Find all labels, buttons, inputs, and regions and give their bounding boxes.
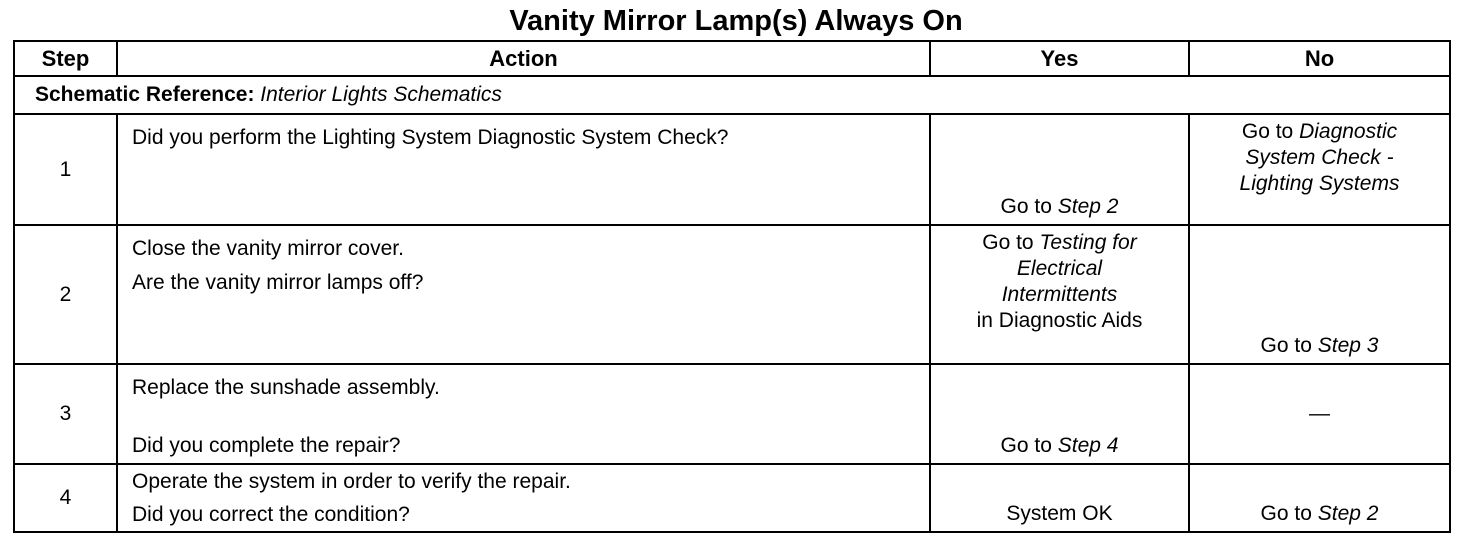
yes-cell: Go to Step 4 xyxy=(930,364,1189,464)
no-cell: Go to Diagnostic System Check - Lighting Systems xyxy=(1189,114,1450,225)
step-link[interactable]: Step 2 xyxy=(1057,195,1119,218)
table-row xyxy=(14,364,1450,464)
header-yes: Yes xyxy=(930,41,1189,76)
diagnostic-table xyxy=(13,40,1451,533)
schematic-label: Schematic Reference: xyxy=(35,83,255,106)
step-number: 2 xyxy=(14,225,117,364)
yes-cell: Go to Step 2 xyxy=(930,114,1189,225)
action-cell xyxy=(117,364,930,464)
header-step: Step xyxy=(14,41,117,76)
action-text: Did you correct the condition? xyxy=(132,503,410,526)
action-text: Did you complete the repair? xyxy=(132,434,401,457)
action-cell xyxy=(117,464,930,532)
schematic-reference xyxy=(14,76,1450,114)
step-link[interactable]: Step 4 xyxy=(1057,434,1119,457)
step-number: 4 xyxy=(14,464,117,532)
schematic-reference-row xyxy=(14,76,1450,114)
page-title: Vanity Mirror Lamp(s) Always On xyxy=(509,5,963,37)
action-text: Replace the sunshade assembly. xyxy=(132,376,440,399)
testing-link[interactable]: Testing for xyxy=(1039,231,1137,254)
table-row xyxy=(14,114,1450,225)
action-cell xyxy=(117,114,930,225)
no-cell: Go to Step 2 xyxy=(1189,464,1450,532)
diagnostic-link[interactable]: Diagnostic xyxy=(1299,120,1398,143)
action-cell xyxy=(117,225,930,364)
step-number: 3 xyxy=(14,364,117,464)
header-no: No xyxy=(1189,41,1450,76)
no-cell: — xyxy=(1189,364,1450,464)
yes-cell: System OK xyxy=(930,464,1189,532)
header-action: Action xyxy=(117,41,930,76)
table-row xyxy=(14,225,1450,364)
action-text: Close the vanity mirror cover. xyxy=(132,237,404,260)
table-row xyxy=(14,464,1450,532)
action-text: Operate the system in order to verify the repair. xyxy=(132,470,571,493)
no-cell: Go to Step 3 xyxy=(1189,225,1450,364)
step-link[interactable]: Step 3 xyxy=(1317,334,1379,357)
step-link[interactable]: Step 2 xyxy=(1317,502,1379,525)
action-text: Did you perform the Lighting System Diagnostic System Check? xyxy=(132,126,729,149)
action-text: Are the vanity mirror lamps off? xyxy=(132,271,424,294)
step-number: 1 xyxy=(14,114,117,225)
header-row xyxy=(14,41,1450,76)
schematic-link[interactable]: Interior Lights Schematics xyxy=(260,83,502,106)
yes-cell: Go to Testing for Electrical Intermittents in Diagnostic Aids xyxy=(930,225,1189,364)
